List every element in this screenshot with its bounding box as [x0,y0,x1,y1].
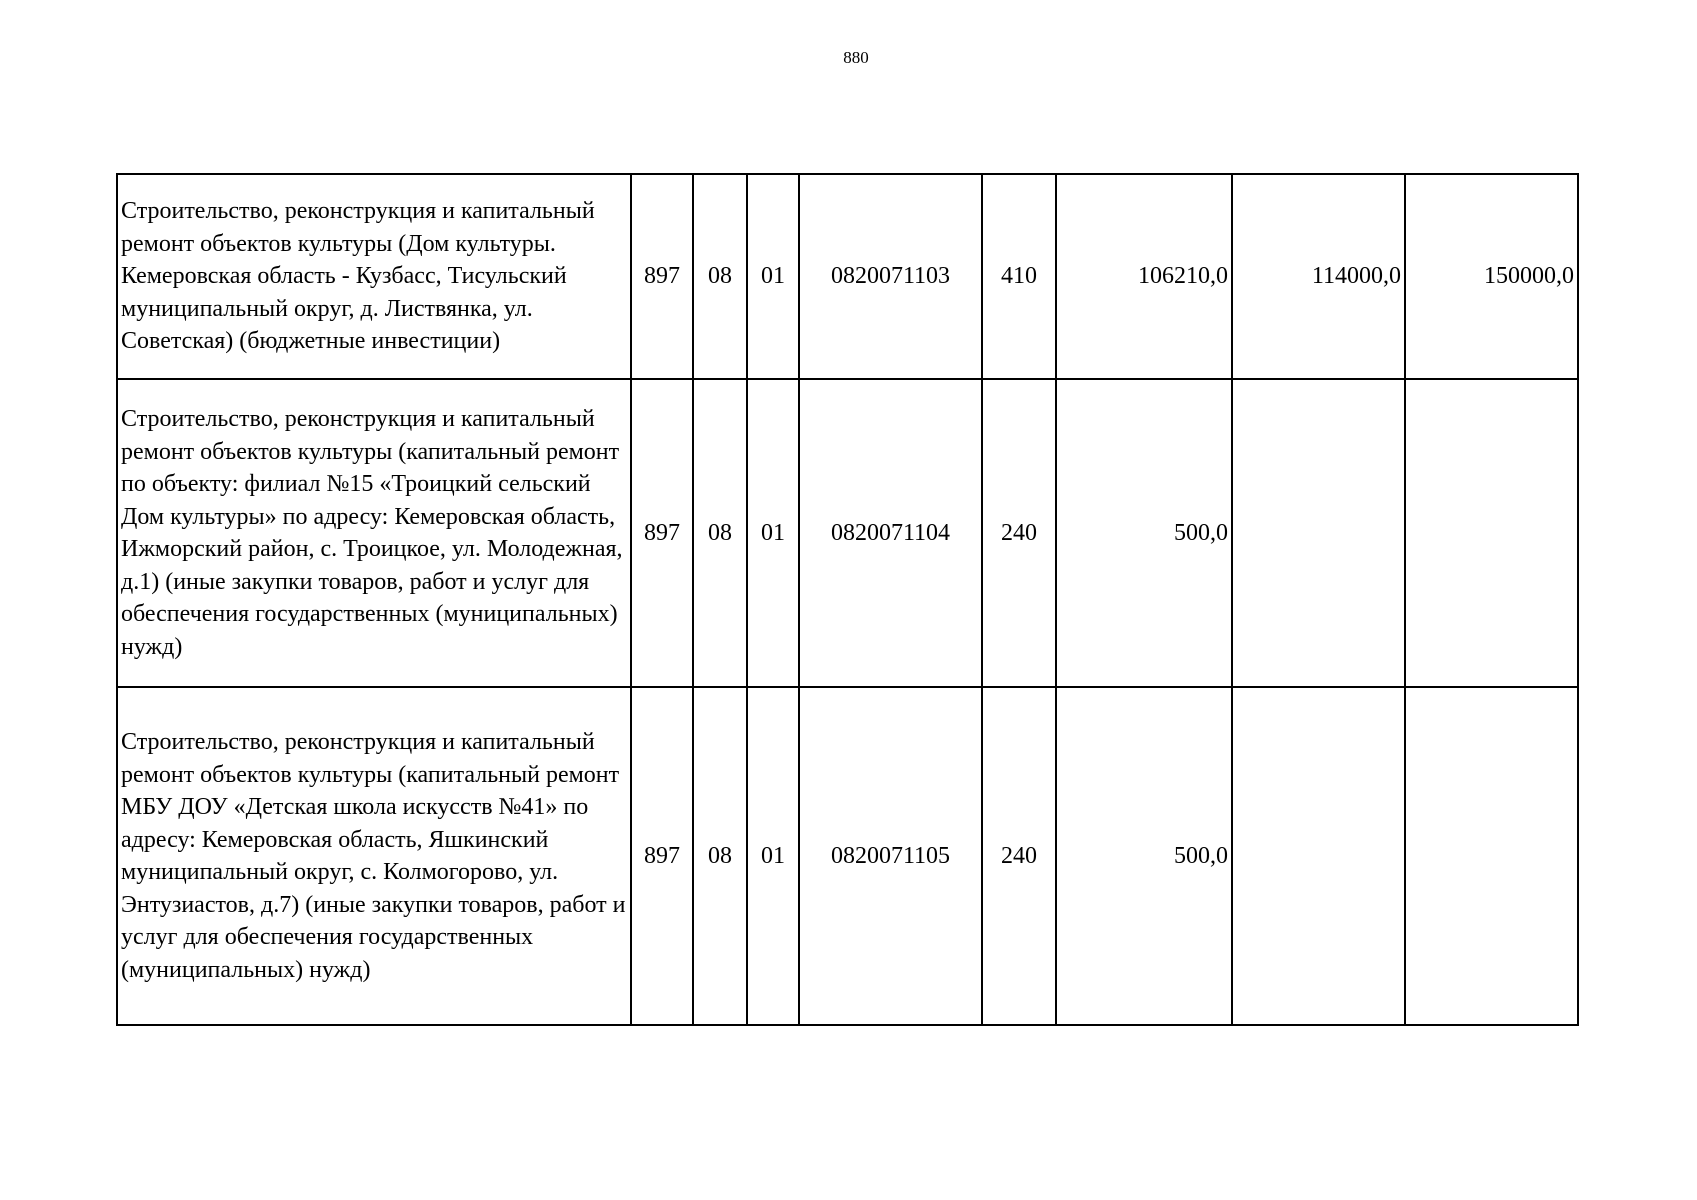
description-cell: Строительство, реконструкция и капитальный ремонт объектов культуры (капитальный ремонт по объекту: филиал №15 «Троицкий сельский Дом культуры» по адресу: Кемеровская область, Ижморский район, с. Троицкое, ул. Молодежная, д.1) (иные закупки товаров, работ и услуг для обеспечения государственных (муниципальных) нужд) [117,379,631,687]
expense-type-cell: 240 [982,687,1056,1025]
table-row [117,687,1578,1025]
amount-3-cell [1405,687,1578,1025]
expense-type-cell: 410 [982,174,1056,379]
budget-table [116,173,1579,1026]
description-cell: Строительство, реконструкция и капитальный ремонт объектов культуры (Дом культуры. Кемеровская область - Кузбасс, Тисульский муниципальный округ, д. Листвянка, ул. Советская) (бюджетные инвестиции) [117,174,631,379]
amount-3-cell: 150000,0 [1405,174,1578,379]
amount-3-cell [1405,379,1578,687]
expense-type-cell: 240 [982,379,1056,687]
target-article-cell: 0820071104 [799,379,982,687]
amount-1-cell: 500,0 [1056,687,1232,1025]
section-cell: 08 [693,174,747,379]
page-number: 880 [843,48,869,67]
amount-2-cell [1232,379,1405,687]
amount-2-cell [1232,687,1405,1025]
subsection-cell: 01 [747,174,799,379]
target-article-cell: 0820071105 [799,687,982,1025]
amount-1-cell: 106210,0 [1056,174,1232,379]
section-cell: 08 [693,379,747,687]
table-row [117,379,1578,687]
table-row [117,174,1578,379]
ministry-cell: 897 [631,174,693,379]
amount-1-cell: 500,0 [1056,379,1232,687]
amount-2-cell: 114000,0 [1232,174,1405,379]
subsection-cell: 01 [747,687,799,1025]
ministry-cell: 897 [631,687,693,1025]
description-cell: Строительство, реконструкция и капитальный ремонт объектов культуры (капитальный ремонт МБУ ДОУ «Детская школа искусств №41» по адресу: Кемеровская область, Яшкинский муниципальный округ, с. Колмогорово, ул. Энтузиастов, д.7) (иные закупки товаров, работ и услуг для обеспечения государственных (муниципальных) нужд) [117,687,631,1025]
subsection-cell: 01 [747,379,799,687]
section-cell: 08 [693,687,747,1025]
ministry-cell: 897 [631,379,693,687]
target-article-cell: 0820071103 [799,174,982,379]
